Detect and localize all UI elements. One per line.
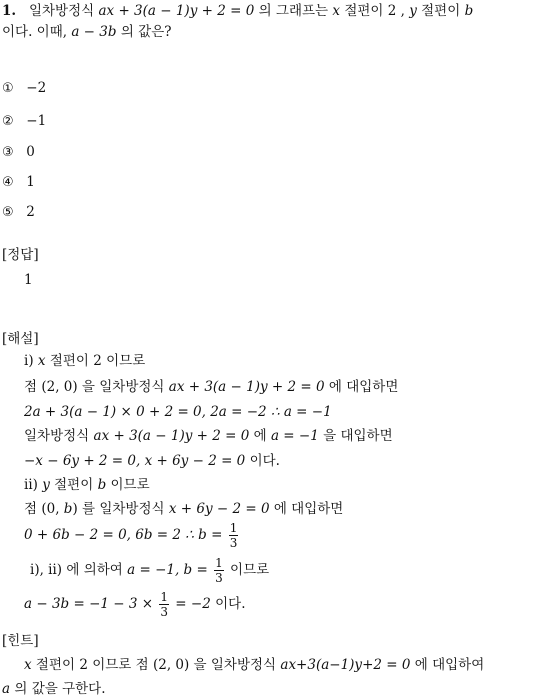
solution-label: [해설] — [2, 331, 39, 347]
fraction-denominator: 3 — [215, 571, 223, 585]
solution-text: 을 대입하면 — [323, 428, 393, 444]
solution-step-5 — [24, 452, 280, 470]
question-text: 의 그래프는 — [258, 3, 329, 19]
hint-line-2 — [2, 680, 105, 698]
solution-text: 점 (2, 0) 을 일차방정식 — [24, 379, 165, 395]
choice-value: −2 — [26, 80, 47, 96]
solution-text: 에 대입하면 — [273, 501, 344, 517]
step-marker: ⅰ) — [24, 353, 34, 369]
choice-value: −1 — [26, 113, 47, 129]
choice-2[interactable] — [2, 112, 46, 131]
solution-step-10 — [24, 586, 245, 622]
solution-step-4 — [24, 427, 393, 445]
solution-math: a = −1, b = — [127, 562, 208, 578]
question-line-2 — [2, 23, 171, 41]
solution-equation: ax + 3(a − 1)y + 2 = 0 — [93, 428, 250, 444]
fraction-denominator: 3 — [229, 536, 238, 550]
fraction — [214, 557, 224, 584]
step-marker: ⅱ) — [24, 477, 38, 493]
solution-text: 이므로 — [230, 562, 270, 578]
solution-text: 절편이 2 이므로 — [49, 353, 146, 369]
hint-variable: x — [24, 657, 32, 673]
hint-text: 의 값을 구한다. — [14, 681, 106, 697]
solution-math: = −2 — [175, 596, 211, 612]
solution-math: −x − 6y + 2 = 0, x + 6y − 2 = 0 — [24, 453, 246, 469]
solution-text: ) 를 일차방정식 — [72, 501, 165, 517]
solution-text: 일차방정식 — [24, 428, 90, 444]
fraction-numerator: 1 — [160, 590, 168, 604]
solution-variable: b — [97, 477, 107, 493]
choice-4[interactable] — [2, 173, 35, 192]
solution-math: 2a + 3(a − 1) × 0 + 2 = 0, 2a = −2 ∴ a = −1 — [24, 404, 332, 420]
question-text: 이다. 이때, — [2, 24, 68, 40]
solution-text: 에 대입하면 — [328, 379, 399, 395]
choice-marker: ③ — [2, 145, 14, 160]
solution-math: a − 3b = −1 − 3 × — [24, 596, 154, 612]
solution-text: 에 — [253, 428, 267, 444]
question-text: 의 값은? — [120, 24, 172, 40]
solution-step-3 — [24, 403, 332, 421]
hint-text: 에 대입하여 — [414, 657, 485, 673]
solution-step-6 — [24, 476, 150, 494]
choice-marker: ② — [2, 114, 14, 129]
question-text: 절편이 — [421, 3, 461, 19]
question-variable: b — [464, 3, 474, 19]
solution-text: 점 (0, — [24, 501, 60, 517]
question-text: 일차방정식 — [28, 3, 95, 19]
fraction — [229, 522, 239, 549]
solution-text: 이므로 — [110, 477, 150, 493]
hint-text: 절편이 2 이므로 점 (2, 0) 을 일차방정식 — [35, 657, 277, 673]
choice-marker: ④ — [2, 175, 14, 190]
solution-math: 0 + 6b − 2 = 0, 6b = 2 ∴ b = — [24, 527, 223, 543]
solution-step-8 — [24, 517, 240, 553]
answer-label: [정답] — [2, 247, 39, 263]
choice-marker: ① — [2, 81, 14, 96]
question-variable: y — [409, 3, 417, 19]
solution-text: 이다. — [249, 453, 280, 469]
fraction — [159, 591, 169, 618]
solution-variable: b — [63, 501, 73, 517]
fraction-denominator: 3 — [160, 605, 168, 619]
solution-text: ⅰ), ⅱ) 에 의하여 — [30, 562, 123, 578]
hint-variable: a — [2, 681, 11, 697]
solution-step-9 — [30, 552, 269, 588]
hint-equation: ax+3(a−1)y+2 = 0 — [280, 657, 411, 673]
question-variable: x — [332, 3, 341, 19]
choice-3[interactable] — [2, 143, 35, 162]
choice-5[interactable] — [2, 203, 35, 222]
fraction-numerator: 1 — [229, 521, 238, 535]
choice-value: 1 — [26, 174, 35, 190]
solution-text: 이다. — [215, 596, 246, 612]
solution-step-2 — [24, 378, 398, 396]
solution-step-7 — [24, 500, 343, 518]
question-expression: a − 3b — [71, 24, 117, 40]
solution-equation: a = −1 — [270, 428, 319, 444]
question-text: 절편이 2 , — [344, 3, 405, 19]
question-equation: ax + 3(a − 1)y + 2 = 0 — [98, 3, 255, 19]
choice-marker: ⑤ — [2, 205, 14, 220]
hint-label: [힌트] — [2, 633, 39, 649]
solution-step-1 — [24, 352, 145, 370]
answer-value: 1 — [24, 272, 33, 288]
fraction-numerator: 1 — [215, 556, 223, 570]
solution-variable: y — [42, 477, 50, 493]
question-number: 1. — [2, 3, 17, 19]
solution-variable: x — [37, 353, 46, 369]
question-line-1 — [2, 2, 473, 20]
solution-equation: ax + 3(a − 1)y + 2 = 0 — [168, 379, 325, 395]
solution-equation: x + 6y − 2 = 0 — [168, 501, 270, 517]
choice-value: 2 — [26, 204, 35, 220]
choice-1[interactable] — [2, 79, 46, 98]
solution-text: 절편이 — [54, 477, 94, 493]
choice-value: 0 — [26, 144, 35, 160]
hint-line-1 — [24, 656, 484, 674]
